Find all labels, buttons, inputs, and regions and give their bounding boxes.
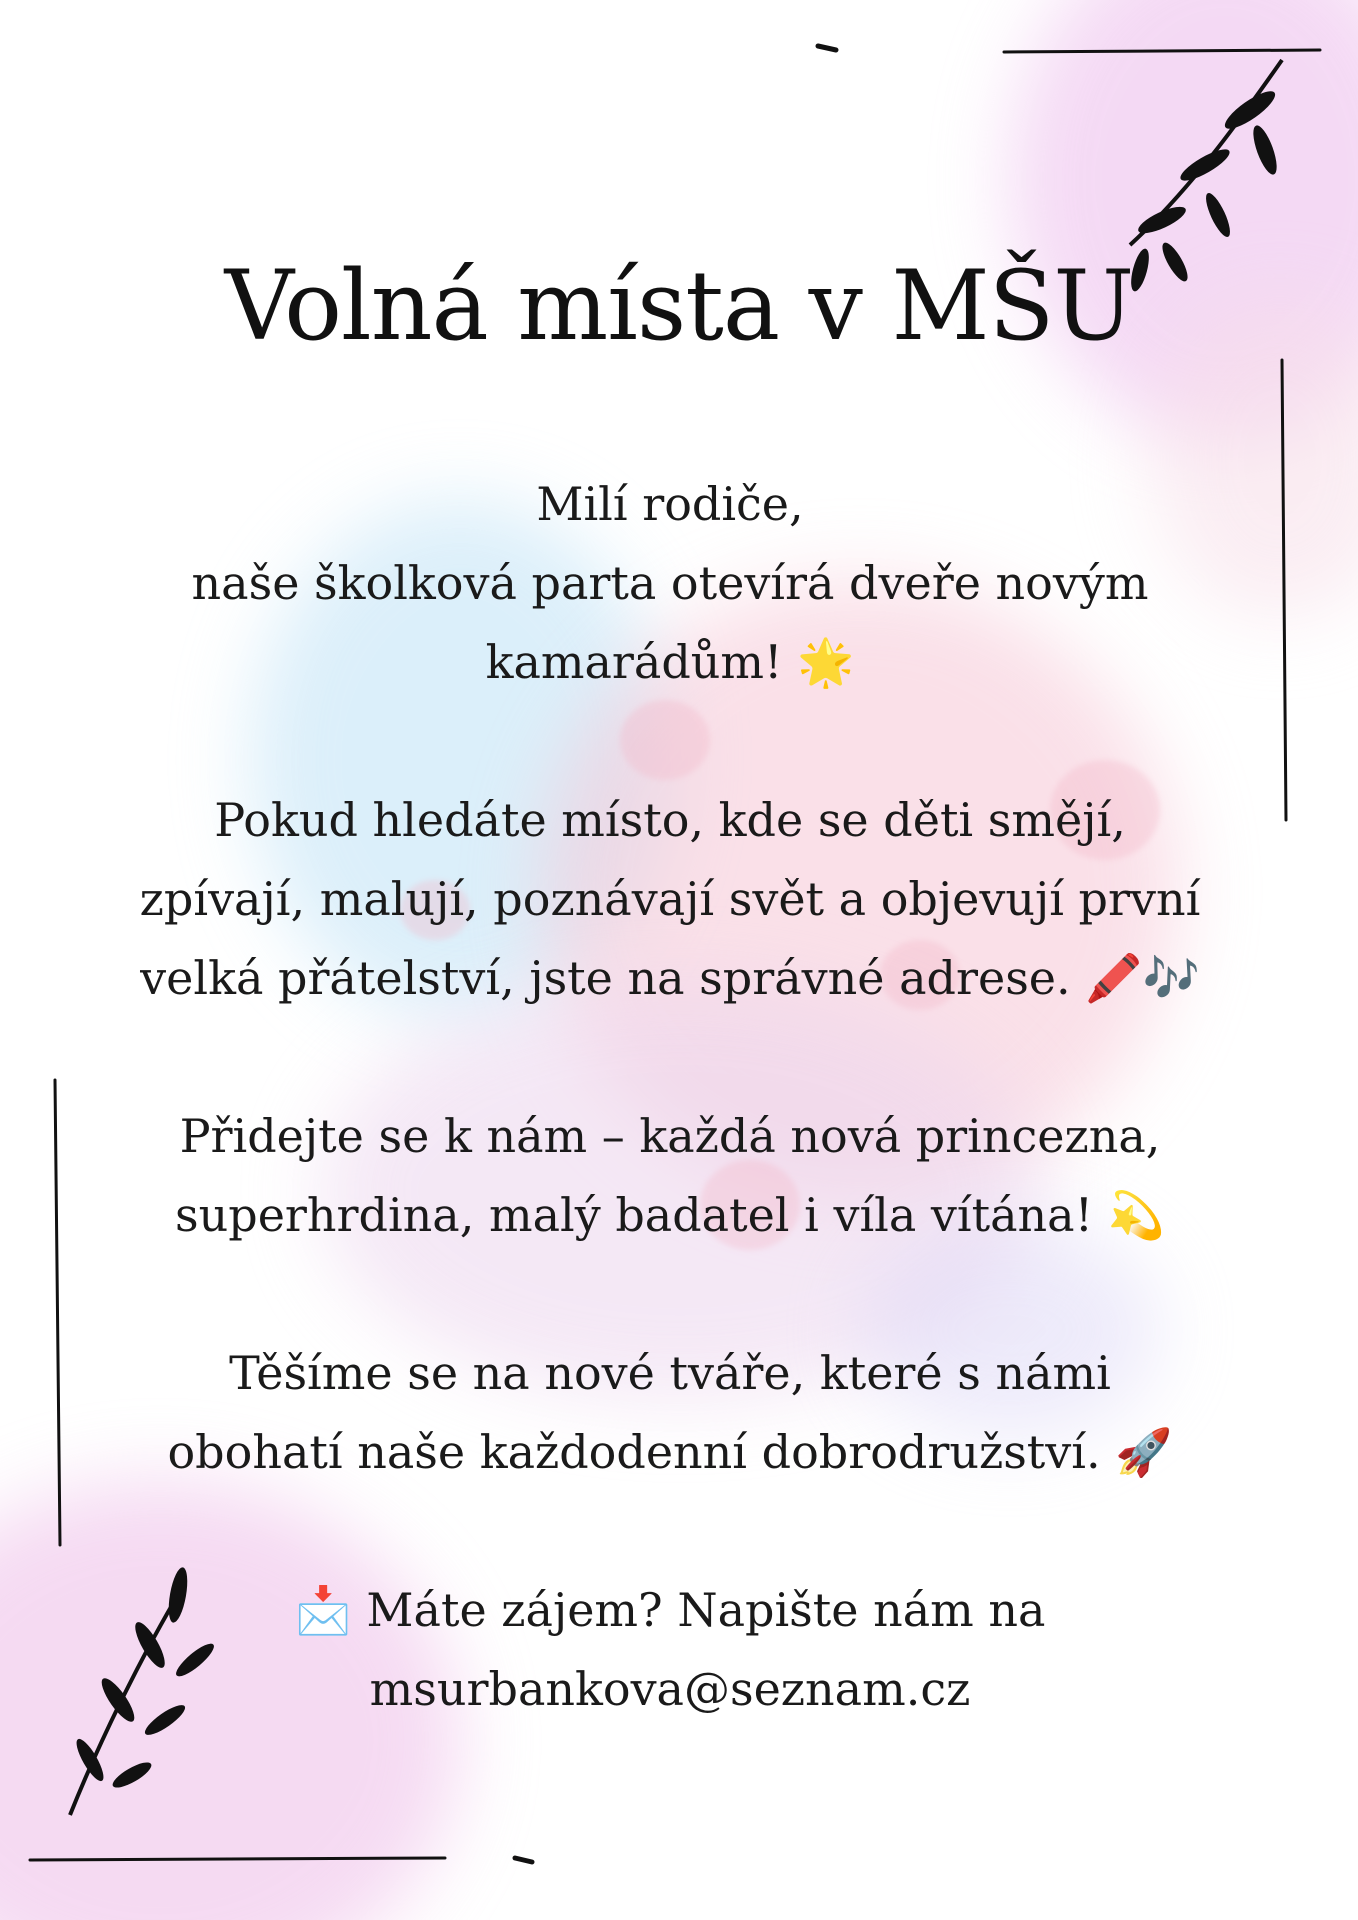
greeting-line: Milí rodiče,: [536, 477, 804, 531]
text-line: naše školková parta otevírá dveře novým: [191, 556, 1149, 610]
contact-line: 📩 Máte zájem? Napište nám na: [294, 1583, 1046, 1637]
text-line: kamarádům! 🌟: [485, 635, 855, 689]
poster-body: [110, 465, 1230, 1729]
text-line: obohatí naše každodenní dobrodružství. 🚀: [167, 1425, 1173, 1479]
paragraph-contact: [110, 1571, 1230, 1729]
frame-line-right: [1282, 360, 1286, 820]
text-line: superhrdina, malý badatel i víla vítána! 💫: [175, 1188, 1165, 1242]
frame-line-top: [1004, 50, 1320, 52]
frame-line-left: [55, 1080, 60, 1545]
paragraph-invite: [110, 1097, 1230, 1255]
frame-line-bottom: [30, 1858, 445, 1860]
page-title: Volná místa v MŠU: [224, 250, 1134, 362]
paragraph-offer: [110, 781, 1230, 1018]
text-line: Přidejte se k nám – každá nová princezna,: [179, 1109, 1161, 1163]
text-line: Pokud hledáte místo, kde se děti smějí,: [214, 793, 1126, 847]
text-line: Těšíme se na nové tváře, které s námi: [229, 1346, 1111, 1400]
text-line: velká přátelství, jste na správné adrese. 🖍️🎶: [140, 951, 1200, 1005]
ink-dash: [515, 1858, 532, 1862]
text-line: zpívají, malují, poznávají svět a objevují první: [139, 872, 1201, 926]
ink-dash: [818, 46, 836, 50]
contact-email: msurbankova@seznam.cz: [369, 1662, 971, 1716]
paragraph-welcome: [110, 1334, 1230, 1492]
paragraph-greeting: [110, 465, 1230, 702]
